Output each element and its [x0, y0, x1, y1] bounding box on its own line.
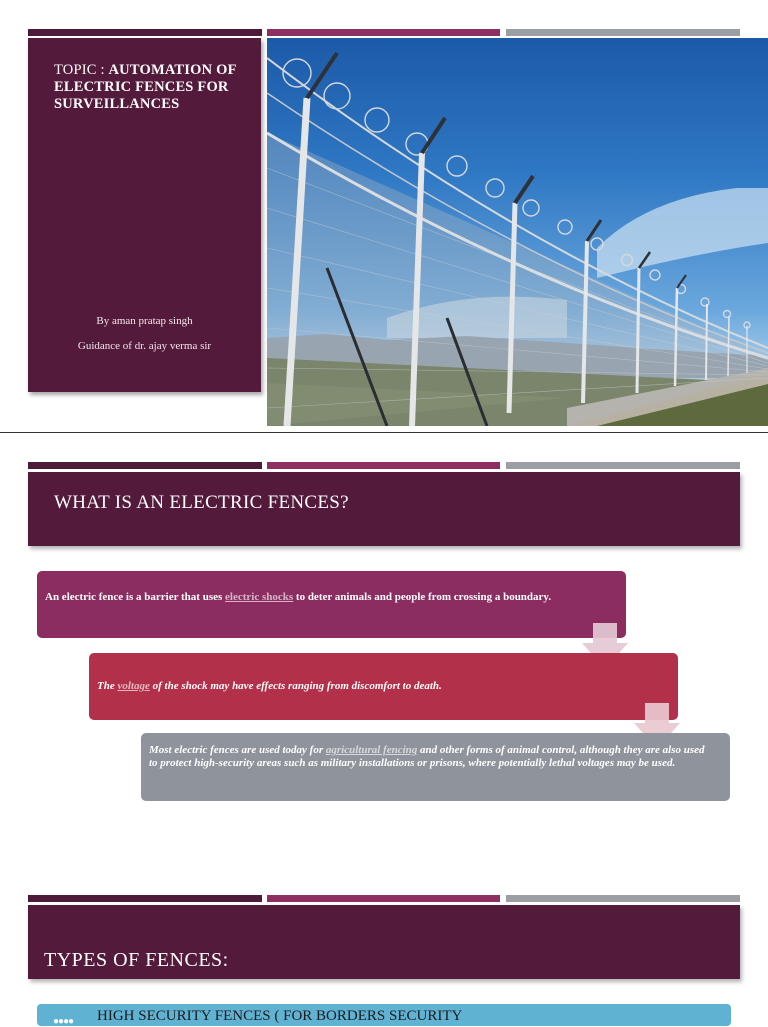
author-line: By aman pratap singh — [96, 315, 193, 327]
bullet-icon: ●●●● — [53, 1016, 74, 1027]
agricultural-fencing-link[interactable]: agricultural fencing — [325, 744, 418, 756]
heading-band — [28, 905, 740, 979]
step-2-text: The voltage of the shock may have effects ranging from discomfort to death. — [97, 680, 442, 692]
title-prefix: TOPIC : — [54, 62, 109, 78]
title-panel — [28, 38, 261, 392]
accent-bar-mid — [267, 29, 500, 36]
voltage-link[interactable]: voltage — [117, 680, 150, 692]
step-1-text: An electric fence is a barrier that uses electric shocks to deter animals and people from crossing a boundary. — [45, 591, 552, 603]
slide-divider — [0, 432, 768, 433]
step-3-text: Most electric fences are used today for agricultural fencing and other forms of animal control, although they are also used to protect high-security areas such as military installations or prisons, where potentially lethal voltages may be used. — [149, 744, 705, 769]
fence-type-item — [37, 1004, 731, 1026]
slide-heading: WHAT IS AN ELECTRIC FENCES? — [54, 492, 349, 513]
title-main: AUTOMATION OF ELECTRIC FENCES FOR SURVEILLANCES — [54, 62, 237, 112]
process-step-3 — [141, 733, 730, 801]
accent-bar-dark — [28, 462, 262, 469]
accent-bar-mid — [267, 895, 500, 902]
accent-bar-gray — [506, 895, 740, 902]
fence-photo-illustration — [267, 38, 768, 426]
accent-bar-gray — [506, 29, 740, 36]
heading-band — [28, 472, 740, 546]
process-step-2 — [89, 653, 678, 720]
electric-shocks-link[interactable]: electric shocks — [225, 591, 294, 603]
accent-bar-gray — [506, 462, 740, 469]
accent-bar-dark — [28, 29, 262, 36]
guidance-line: Guidance of dr. ajay verma sir — [77, 340, 212, 352]
slide-heading: TYPES OF FENCES: — [44, 949, 229, 971]
accent-bar-dark — [28, 895, 262, 902]
slide-title — [54, 62, 254, 113]
accent-bar-mid — [267, 462, 500, 469]
fence-type-label: HIGH SECURITY FENCES ( FOR BORDERS SECURITY — [97, 1008, 463, 1024]
fence-photo — [267, 38, 768, 426]
process-step-1 — [37, 571, 626, 638]
